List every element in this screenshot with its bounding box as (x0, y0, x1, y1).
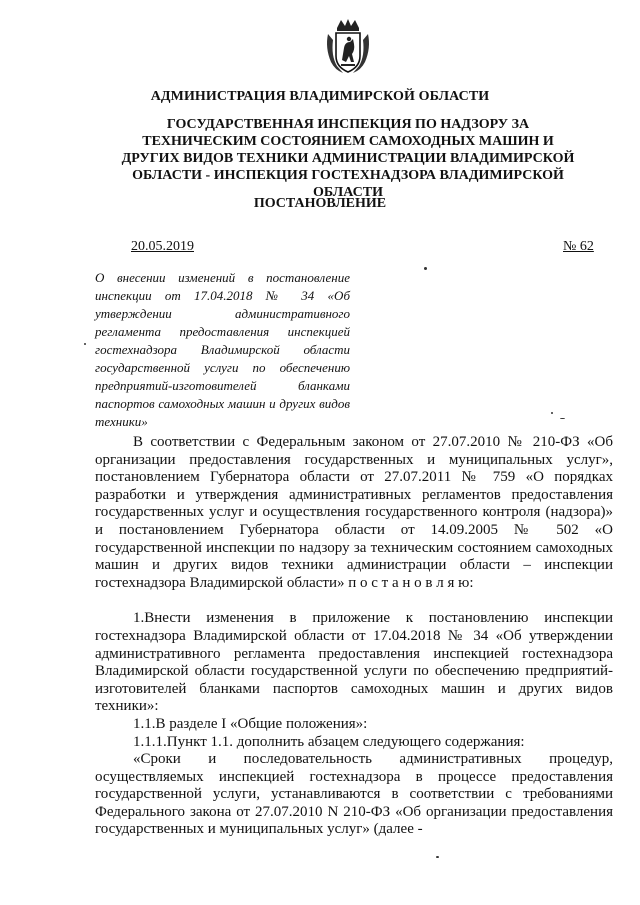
administration-title: АДМИНИСТРАЦИЯ ВЛАДИМИРСКОЙ ОБЛАСТИ (150, 89, 490, 104)
document-type-heading: ПОСТАНОВЛЕНИЕ (253, 196, 387, 211)
clause-1-1-1-paragraph: 1.1.1.Пункт 1.1. дополнить абзацем следующего содержания: (133, 733, 525, 750)
document-subject: О внесении изменений в постановление инспекции от 17.04.2018 № 34 «Об утверждении административного регламента предоставления инспекцией гостехнадзора Владимирской области государственной услуги по обеспечению предприятий-изготовителей бланками паспортов самоходных машин и других видов техники» (95, 270, 350, 429)
scan-speck (84, 343, 86, 345)
preamble-paragraph (95, 434, 613, 592)
scan-speck (424, 267, 427, 270)
inspection-title: ГОСУДАРСТВЕННАЯ ИНСПЕКЦИЯ ПО НАДЗОРУ ЗА ТЕХНИЧЕСКИМ СОСТОЯНИЕМ САМОХОДНЫХ МАШИН И ДРУГИХ ВИДОВ ТЕХНИКИ АДМИНИСТРАЦИИ ВЛАДИМИРСКОЙ ОБЛАСТИ - ИНСПЕКЦИЯ ГОСТЕХНАДЗОРА ВЛАДИМИРСКОЙ ОБЛАСТИ (121, 117, 575, 200)
coat-of-arms-icon (325, 18, 371, 76)
scan-speck (560, 418, 565, 419)
document-date: 20.05.2019 (131, 239, 194, 254)
quoted-paragraph: «Сроки и последовательность административных процедур, осуществляемых инспекцией гостехнадзора в процессе предоставления государственной услуги, устанавливаются в соответствии с требованиями Федерального закона от 27.07.2010 N 210-ФЗ «Об организации предоставления государственных и муниципальных услуг» (далее - (95, 751, 613, 838)
document-number: № 62 (563, 239, 594, 254)
clause-1-1-paragraph: 1.1.В разделе I «Общие положения»: (133, 715, 368, 732)
scan-speck (551, 412, 553, 414)
preamble-text: В соответствии с Федеральным законом от 27.07.2010 № 210-ФЗ «Об организации предоставления государственных и муниципальных услуг», постановлением Губернатора области от 27.07.2011 № 759 «О порядках разработки и утверждения административных регламентов предоставления государственных услуг и осуществления государственного контроля (надзора)» и постановлением Губернатора области от 14.09.2005 № 502 «О государственной инспекции по надзору за техническим состоянием самоходных машин и других видов техники администрации области – инспекции гостехнадзора Владимирской области» (95, 434, 613, 591)
document-body (95, 434, 613, 839)
scan-speck (436, 856, 439, 858)
clause-1-paragraph: 1.Внести изменения в приложение к постановлению инспекции гостехнадзора Владимирской области от 17.04.2018 № 34 «Об утверждении административного регламента предоставления инспекцией гостехнадзора Владимирской области государственной услуги по обеспечению предприятий-изготовителей бланками паспортов самоходных машин и других видов техники»: (95, 610, 613, 715)
decree-word: п о с т а н о в л я ю: (348, 574, 474, 591)
